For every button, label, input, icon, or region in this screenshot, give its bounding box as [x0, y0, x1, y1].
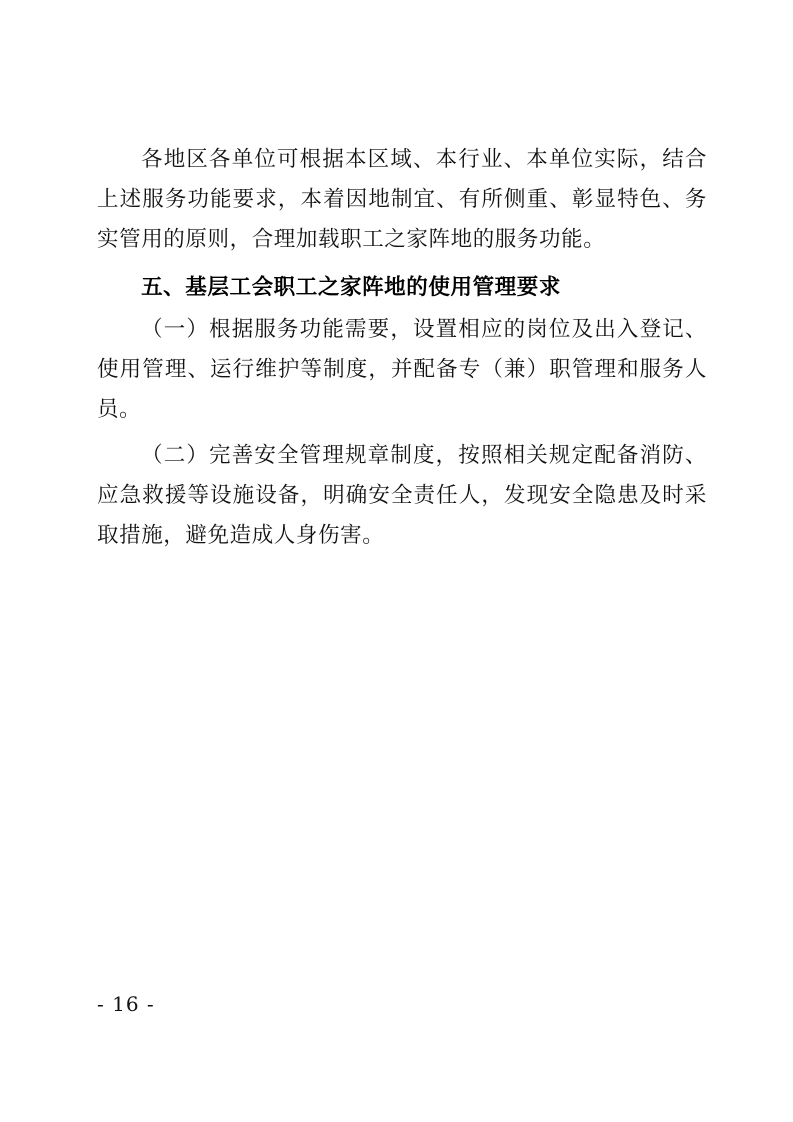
paragraph-item-two: （二）完善安全管理规章制度，按照相关规定配备消防、应急救援等设施设备，明确安全责任人，发现安全隐患及时采取措施，避免造成人身伤害。 [97, 443, 707, 548]
paragraph-item-one: （一）根据服务功能需要，设置相应的岗位及出入登记、使用管理、运行维护等制度，并配备专（兼）职管理和服务人员。 [97, 317, 707, 422]
paragraph-spacer [97, 262, 707, 266]
document-body [97, 140, 707, 558]
page-number: - 16 - [97, 992, 155, 1016]
paragraph-service-functions: 各地区各单位可根据本区域、本行业、本单位实际，结合上述服务功能要求，本着因地制宜、有所侧重、彰显特色、务实管用的原则，合理加载职工之家阵地的服务功能。 [97, 147, 707, 252]
section-heading-five: 五、基层工会职工之家阵地的使用管理要求 [141, 275, 561, 300]
